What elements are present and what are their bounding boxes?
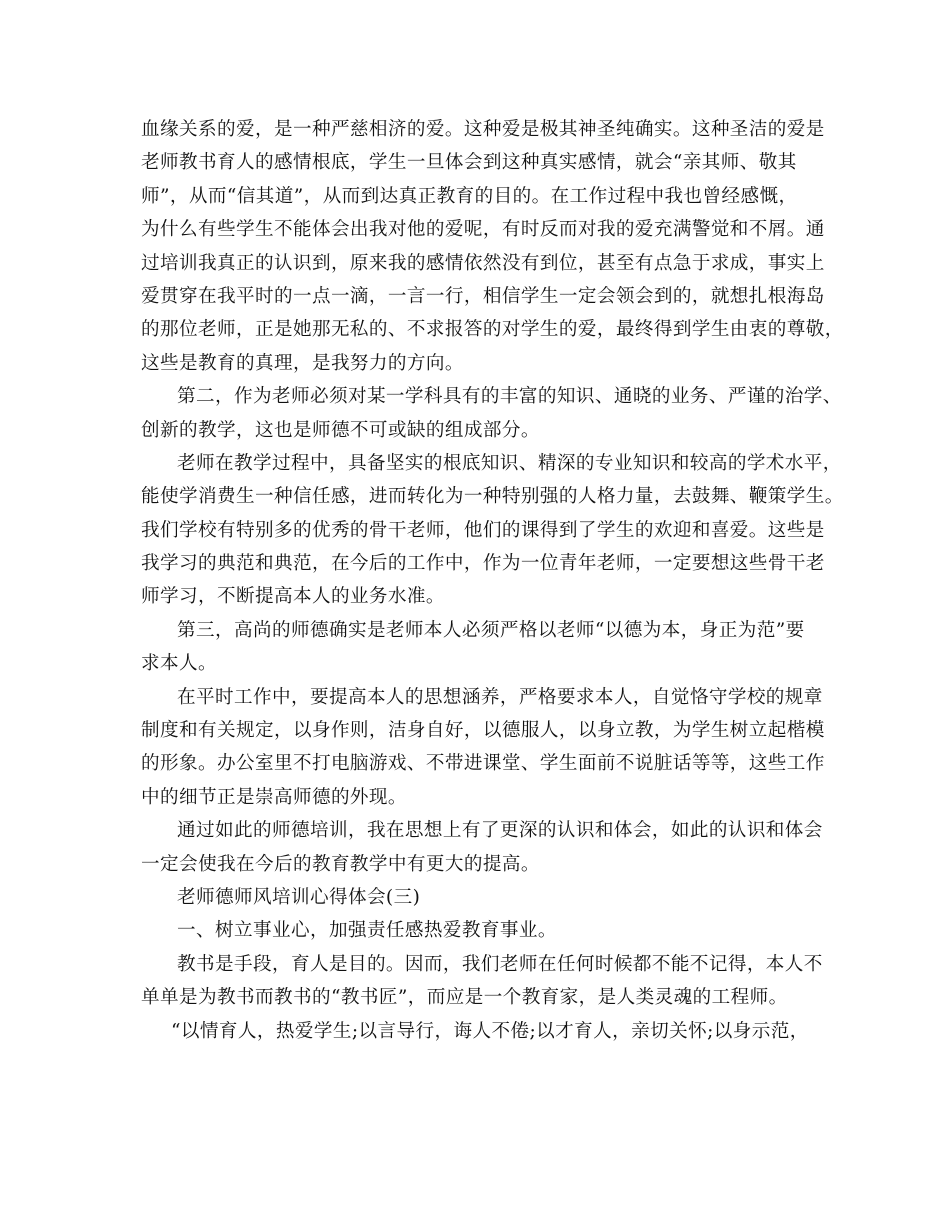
paragraph-teaching-means: 教书是手段，育人是目的。因而，我们老师在任何时候都不能不记得，本人不 <box>177 953 823 975</box>
paragraph-quote: “以情育人，热爱学生;以言导行，诲人不倦;以才育人，亲切关怀;以身示范， <box>171 1020 809 1042</box>
text-line-4: 为什么有些学生不能体会出我对他的爱呢，有时反而对我的爱充满警觉和不屑。通 <box>141 219 825 241</box>
text-line-13: 我们学校有特别多的优秀的骨干老师，他们的课得到了学生的欢迎和喜爱。这些是 <box>141 519 825 541</box>
text-line-12: 能使学消费生一种信任感，进而转化为一种特别强的人格力量，去鼓舞、鞭策学生。 <box>141 486 844 508</box>
paragraph-daily-work: 在平时工作中，要提高本人的思想涵养，严格要求本人，自觉恪守学校的规章 <box>177 686 823 708</box>
text-line-1: 血缘关系的爱，是一种严慈相济的爱。这种爱是极其神圣纯确实。这种圣洁的爱是 <box>141 119 825 140</box>
text-line-19: 制度和有关规定，以身作则，洁身自好，以德服人，以身立教，为学生树立起楷模 <box>141 720 825 742</box>
section-heading: 老师德师风培训心得体会(三) <box>177 886 421 908</box>
paragraph-second-point: 第二，作为老师必须对某一学科具有的丰富的知识、通晓的业务、严谨的治学、 <box>177 386 842 408</box>
text-line-3: 师”，从而“信其道”，从而到达真正教育的目的。在工作过程中我也曾经感慨， <box>141 185 798 207</box>
paragraph-third-point: 第三，高尚的师德确实是老师本人必须严格以老师“以德为本，身正为范”要 <box>177 619 805 641</box>
text-line-17: 求本人。 <box>141 653 217 675</box>
text-line-27: 单单是为教书而教书的“教书匠”，而应是一个教育家，是人类灵魂的工程师。 <box>141 987 788 1009</box>
paragraph-conclusion: 通过如此的师德培训，我在思想上有了更深的认识和体会，如此的认识和体会 <box>177 820 823 842</box>
text-line-23: 一定会使我在今后的教育教学中有更大的提高。 <box>141 853 540 875</box>
text-line-21: 中的细节正是崇高师德的外现。 <box>141 786 407 808</box>
subheading-point-one: 一、树立事业心，加强责任感热爱教育事业。 <box>177 920 557 942</box>
text-line-20: 的形象。办公室里不打电脑游戏、不带进课堂、学生面前不说脏话等等，这些工作 <box>141 753 825 775</box>
text-line-10: 创新的教学，这也是师德不可或缺的组成部分。 <box>141 419 540 441</box>
text-line-14: 我学习的典范和典范，在今后的工作中，作为一位青年老师，一定要想这些骨干老 <box>141 553 825 575</box>
text-line-15: 师学习，不断提高本人的业务水准。 <box>141 586 445 608</box>
text-line-8: 这些是教育的真理，是我努力的方向。 <box>141 352 464 374</box>
document-page <box>141 113 844 1048</box>
text-line-7: 的那位老师，正是她那无私的、不求报答的对学生的爱，最终得到学生由衷的尊敬， <box>141 319 844 341</box>
text-line-6: 爱贯穿在我平时的一点一滴，一言一行，相信学生一定会领会到的，就想扎根海岛 <box>141 285 825 307</box>
text-line-5: 过培训我真正的认识到，原来我的感情依然没有到位，甚至有点急于求成，事实上 <box>141 252 825 274</box>
paragraph-teaching-knowledge: 老师在教学过程中，具备坚实的根底知识、精深的专业知识和较高的学术水平， <box>177 452 842 474</box>
text-line-2: 老师教书育人的感情根底，学生一旦体会到这种真实感情，就会“亲其师、敬其 <box>141 152 797 174</box>
